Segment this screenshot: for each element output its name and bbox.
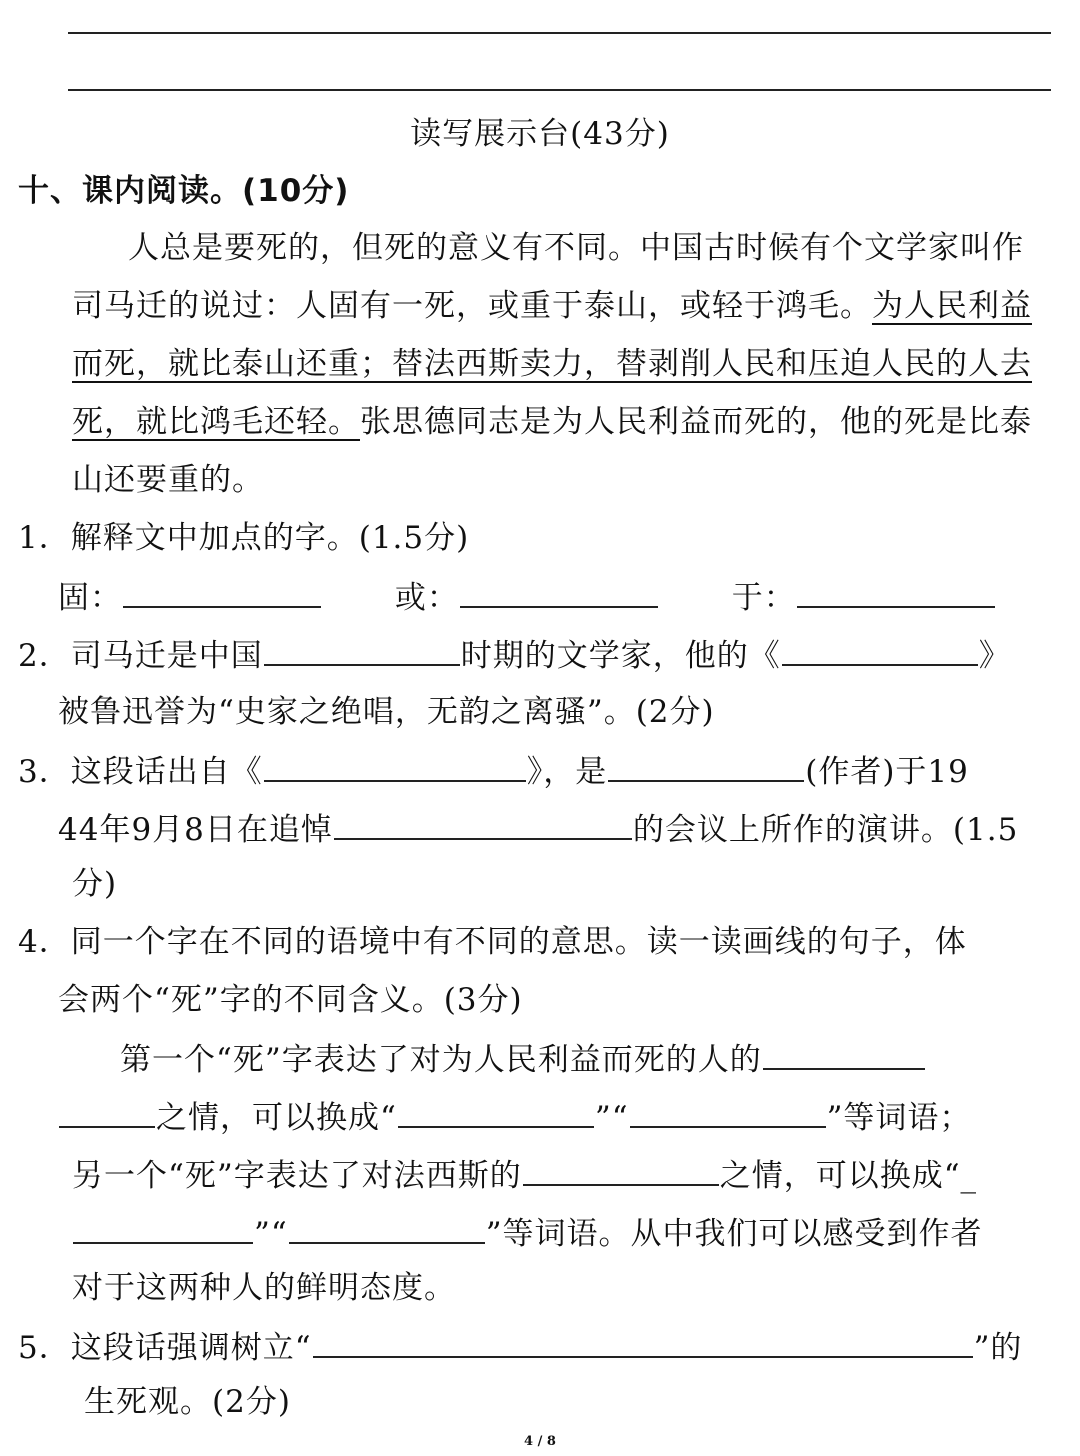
- q4-blank-1[interactable]: [763, 1038, 925, 1070]
- section-title: 读写展示台(43分): [410, 116, 670, 152]
- q1-char-2: 或：: [394, 580, 459, 616]
- question-2: [18, 634, 1011, 676]
- question-3-cont: 分): [72, 866, 118, 902]
- q4-blank-7[interactable]: [289, 1212, 485, 1244]
- q4-line-6: [72, 1212, 983, 1254]
- q4-blank-6[interactable]: [73, 1212, 253, 1244]
- q5-blank-1[interactable]: [313, 1326, 973, 1358]
- question-text: 44年9月8日在追悼: [58, 812, 333, 848]
- q3-blank-3[interactable]: [334, 808, 632, 840]
- question-3-cont: [58, 808, 1018, 850]
- q3-blank-1[interactable]: [264, 750, 526, 782]
- underlined-sentence: 为人民利益: [872, 288, 1032, 324]
- q1-char-1: 固：: [58, 580, 122, 616]
- passage-line-4: [72, 402, 1032, 442]
- passage-line-2: [72, 286, 1032, 326]
- q4-line-5: [72, 1154, 977, 1196]
- question-4-cont: 会两个“死”字的不同含义。(3分): [58, 982, 523, 1018]
- question-text: 2．司马迁是中国: [18, 638, 263, 674]
- passage-line-1: 人总是要死的，但死的意义有不同。中国古时候有个文学家叫作: [128, 230, 1024, 266]
- passage-line-5: 山还要重的。: [72, 462, 264, 498]
- question-text: 的会议上所作的演讲。(1.5: [632, 812, 1019, 848]
- part-heading: 十、课内阅读。(10分): [18, 173, 350, 209]
- question-text: ”的: [973, 1330, 1023, 1366]
- question-text: 》，是: [526, 754, 608, 790]
- underlined-sentence: 而死，就比泰山还重；替法西斯卖力，替剥削人民和压迫人民的人去: [72, 346, 1032, 382]
- q1-blank-3[interactable]: [797, 576, 995, 608]
- q4-blank-4[interactable]: [630, 1096, 826, 1128]
- question-3: [18, 750, 969, 792]
- question-text: 另一个“死”字表达了对法西斯的: [72, 1158, 522, 1194]
- q4-line-3: [120, 1038, 926, 1080]
- q1-answers: [58, 576, 996, 618]
- question-text: 第一个“死”字表达了对为人民利益而死的人的: [120, 1042, 762, 1078]
- question-text: 》: [978, 638, 1011, 674]
- question-text: ”“: [254, 1216, 288, 1252]
- q4-blank-5[interactable]: [523, 1154, 719, 1186]
- q4-blank-3[interactable]: [398, 1096, 594, 1128]
- question-text: 5．这段话强调树立“: [18, 1330, 312, 1366]
- question-text: 3．这段话出自《: [18, 754, 263, 790]
- question-text: ”等词语；: [826, 1100, 972, 1136]
- q4-blank-2[interactable]: [59, 1096, 155, 1128]
- passage-text: 司马迁的说过：人固有一死，或重于泰山，或轻于鸿毛。: [72, 288, 872, 324]
- question-4: 4．同一个字在不同的语境中有不同的意思。读一读画线的句子，体: [18, 924, 967, 960]
- question-5: [18, 1326, 1022, 1368]
- question-1: 1．解释文中加点的字。(1.5分): [18, 520, 470, 556]
- page-number: 4 / 8: [524, 1434, 556, 1449]
- q3-blank-2[interactable]: [608, 750, 804, 782]
- underlined-sentence: 死，就比鸿毛还轻。: [72, 404, 360, 440]
- q4-line-7: 对于这两种人的鲜明态度。: [72, 1270, 456, 1306]
- q2-blank-1[interactable]: [264, 634, 460, 666]
- question-text: 之情，可以换成“_: [719, 1158, 978, 1194]
- q2-blank-2[interactable]: [782, 634, 978, 666]
- question-5-cont: 生死观。(2分): [84, 1384, 291, 1420]
- q1-char-3: 于：: [731, 580, 796, 616]
- question-2-cont: 被鲁迅誉为“史家之绝唱，无韵之离骚”。(2分): [58, 694, 715, 730]
- question-text: ”“: [594, 1100, 629, 1136]
- q4-line-4: [58, 1096, 971, 1138]
- question-text: 时期的文学家，他的《: [460, 638, 781, 674]
- question-text: (作者)于19: [805, 754, 969, 790]
- q1-blank-1[interactable]: [123, 576, 321, 608]
- question-text: 之情，可以换成“: [156, 1100, 397, 1136]
- passage-text: 张思德同志是为人民利益而死的，他的死是比泰: [360, 404, 1032, 440]
- q1-blank-2[interactable]: [460, 576, 658, 608]
- answer-line-2: [68, 89, 1051, 91]
- answer-line-1: [68, 32, 1051, 34]
- question-text: ”等词语。从中我们可以感受到作者: [485, 1216, 983, 1252]
